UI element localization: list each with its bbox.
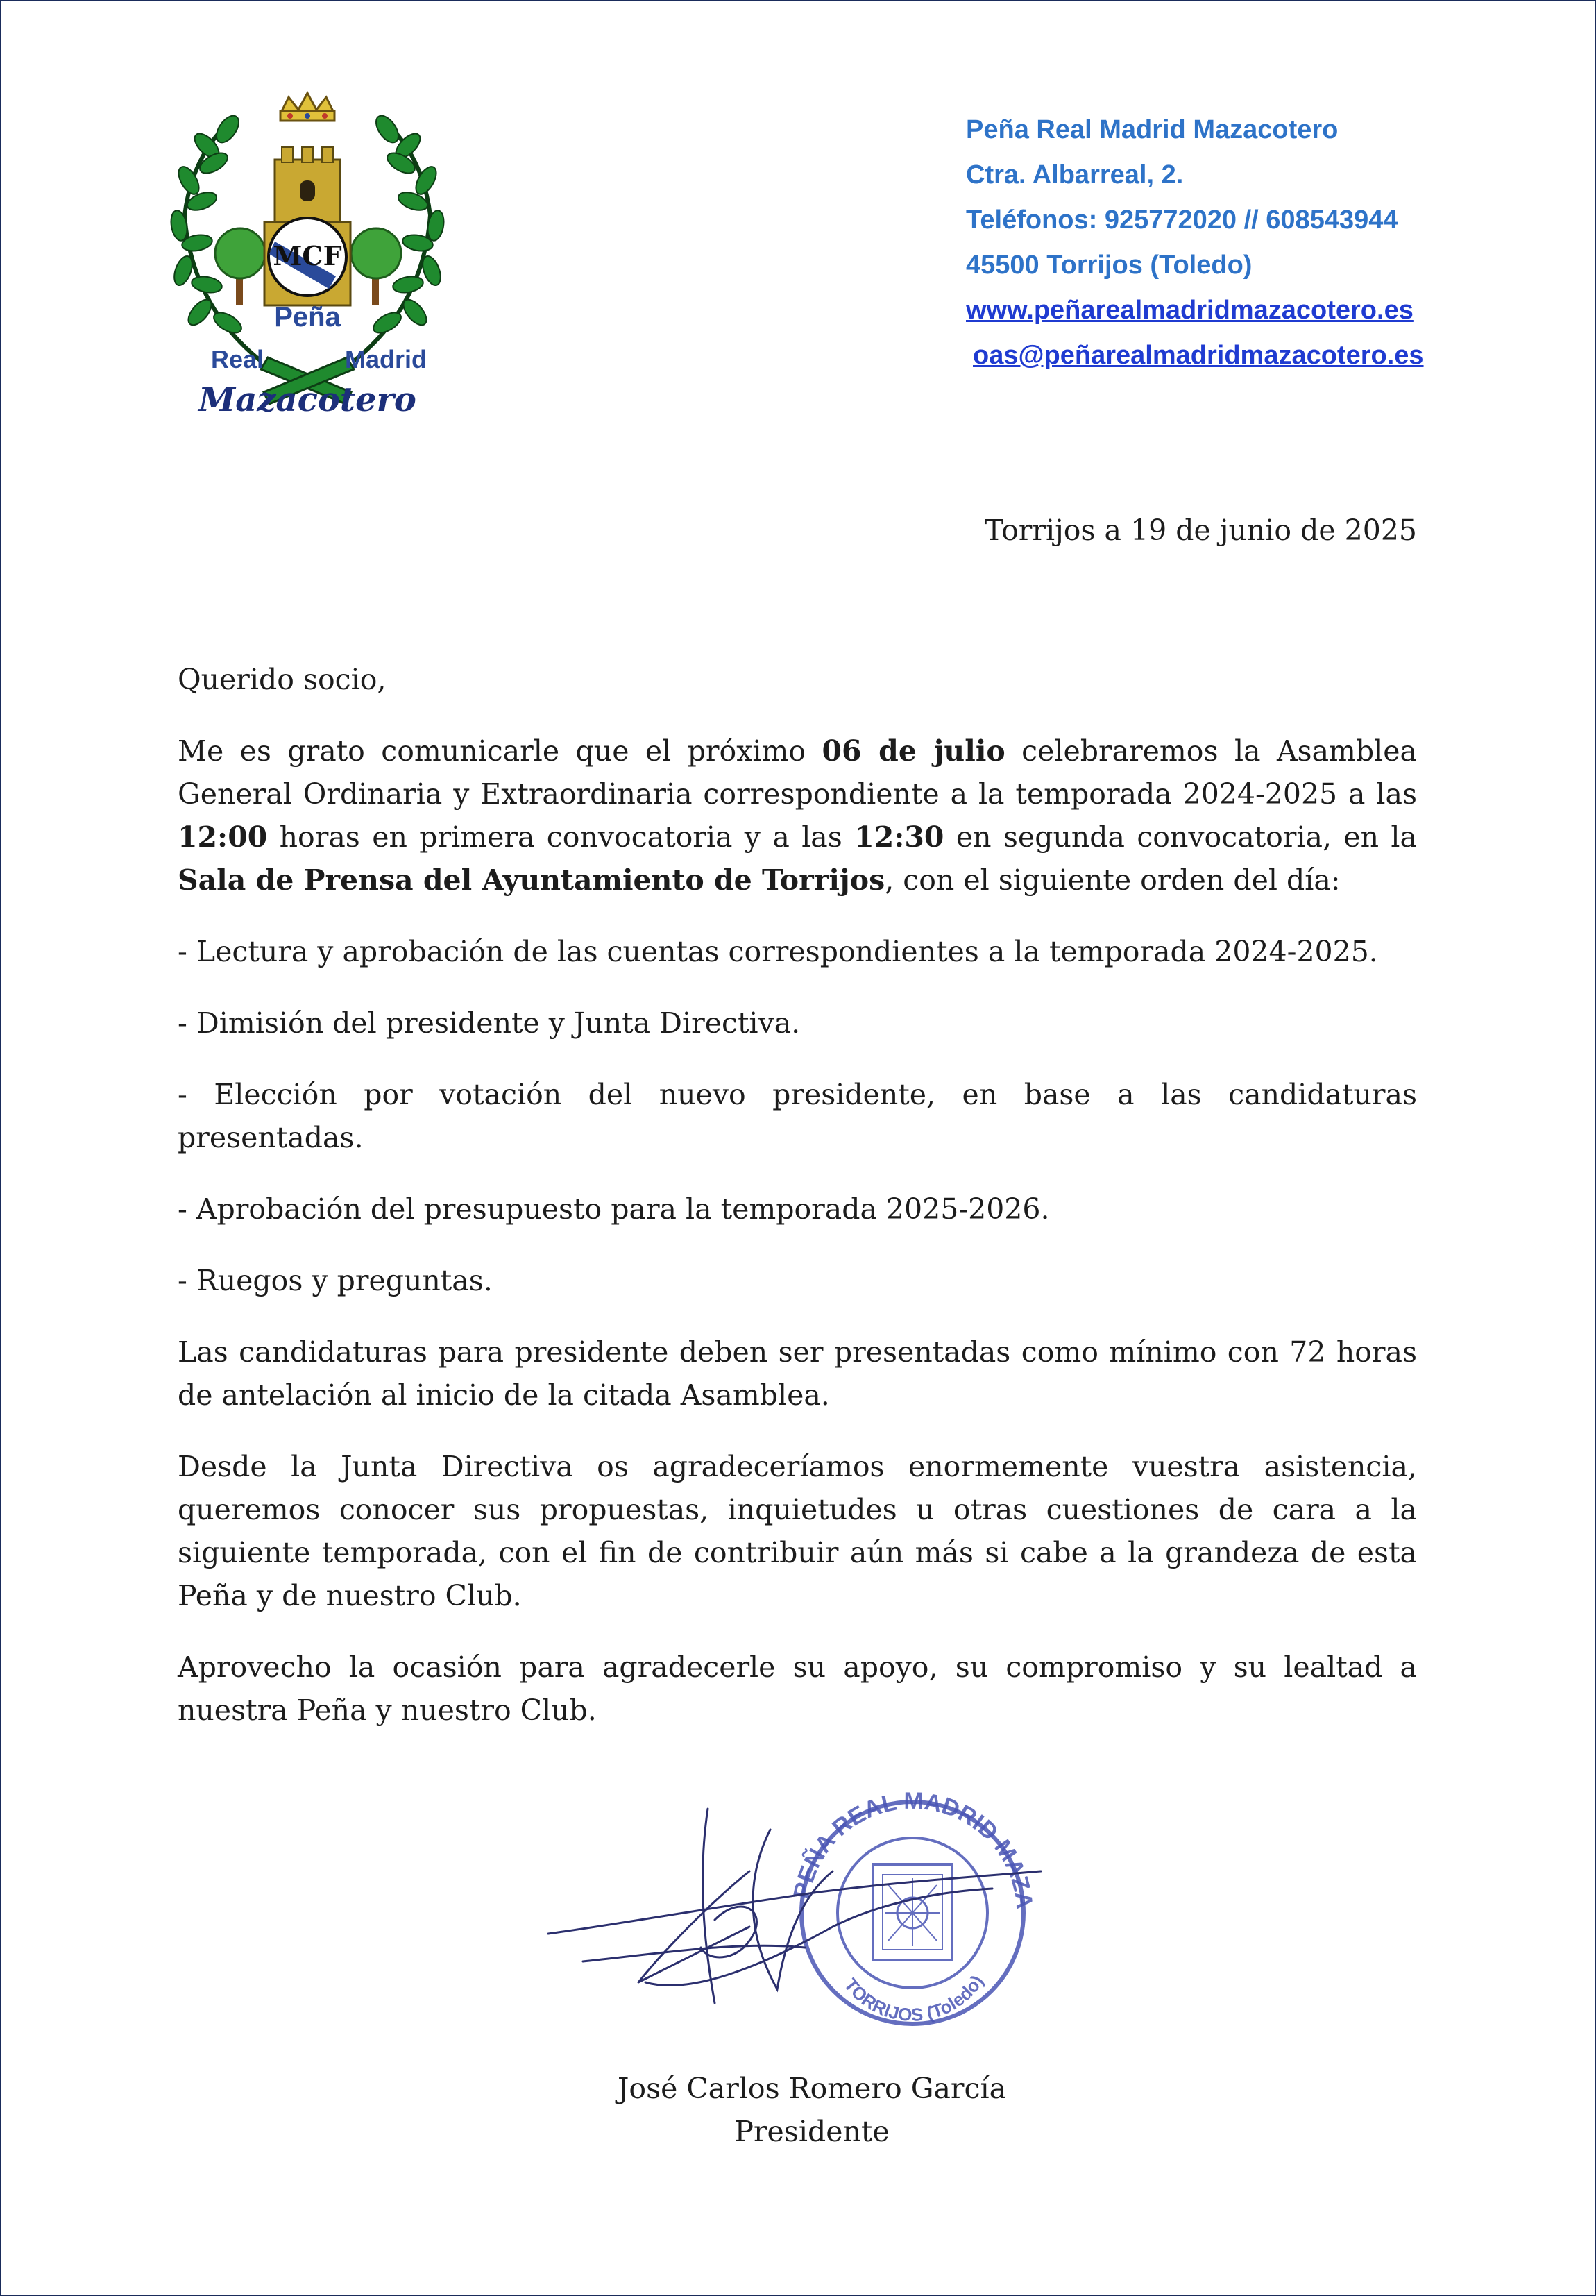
thanks-paragraph: Desde la Junta Directiva os agradeceríamos enormemente vuestra asistencia, queremos conocer sus propuestas, inquietudes u otras cuestiones de cara a la siguiente temporada, con el fin de contribuir aún más si cabe a la grandeza de esta Peña y de nuestro Club. bbox=[178, 1450, 1417, 1612]
intro-text-5: , con el siguiente orden del día: bbox=[885, 863, 1341, 897]
agenda-item: - Elección por votación del nuevo presidente, en base a las candidaturas presentadas. bbox=[178, 1078, 1417, 1154]
tree-right-icon bbox=[351, 228, 401, 305]
email-link[interactable]: oas@peñarealmadridmazacotero.es bbox=[973, 341, 1424, 370]
meeting-venue: Sala de Prensa del Ayuntamiento de Torrijos bbox=[178, 863, 885, 897]
second-call-time: 12:30 bbox=[854, 820, 944, 854]
logo-line-madrid: Madrid bbox=[344, 345, 427, 373]
club-logo bbox=[164, 83, 451, 430]
candidacy-note: Las candidaturas para presidente deben ser presentadas como mínimo con 72 horas de antelación al inicio de la citada Asamblea. bbox=[178, 1335, 1417, 1412]
club-crest-icon bbox=[164, 83, 451, 430]
handwritten-signature-icon bbox=[548, 1809, 1041, 2003]
meeting-date: 06 de julio bbox=[822, 734, 1005, 768]
stamp-bottom-text: TORRIJOS (Toledo) bbox=[840, 1971, 988, 2026]
tree-left-icon bbox=[215, 228, 265, 305]
agenda-item: - Aprobación del presupuesto para la temporada 2025-2026. bbox=[178, 1192, 1050, 1226]
signatory-title: Presidente bbox=[734, 2115, 890, 2148]
website-link[interactable]: www.peñarealmadridmazacotero.es bbox=[966, 296, 1414, 325]
stamp-ring-text: PEÑA REAL MADRID MAZA bbox=[788, 1788, 1038, 1911]
intro-text-1: Me es grato comunicarle que el próximo bbox=[178, 734, 822, 768]
svg-text:MCF: MCF bbox=[273, 240, 342, 271]
intro-text-3: horas en primera convocatoria y a las bbox=[267, 820, 855, 854]
agenda-item: - Lectura y aprobación de las cuentas correspondientes a la temporada 2024-2025. bbox=[178, 935, 1378, 968]
letter-body bbox=[178, 658, 1417, 1760]
org-phones: Teléfonos: 925772020 // 608543944 bbox=[966, 205, 1398, 235]
real-madrid-emblem-icon bbox=[269, 218, 346, 296]
agenda-item: - Ruegos y preguntas. bbox=[178, 1264, 493, 1297]
closing-paragraph: Aprovecho la ocasión para agradecerle su apoyo, su compromiso y su lealtad a nuestra Peña y nuestro Club. bbox=[178, 1651, 1417, 1727]
first-call-time: 12:00 bbox=[178, 820, 268, 854]
signatory-name: José Carlos Romero García bbox=[617, 2072, 1007, 2105]
org-city: 45500 Torrijos (Toledo) bbox=[966, 251, 1253, 280]
crown-icon bbox=[280, 93, 334, 121]
org-address: Ctra. Albarreal, 2. bbox=[966, 160, 1184, 189]
intro-text-4: en segunda convocatoria, en la bbox=[944, 820, 1417, 854]
letter-date: Torrijos a 19 de junio de 2025 bbox=[984, 514, 1417, 547]
logo-line-real: Real bbox=[210, 345, 264, 373]
club-stamp-icon bbox=[541, 1788, 1055, 2038]
logo-line-mazacotero: Mazacotero bbox=[198, 380, 416, 419]
letterhead-info bbox=[966, 108, 1507, 378]
logo-line-pena: Peña bbox=[274, 302, 341, 332]
intro-paragraph bbox=[178, 729, 1417, 902]
org-name: Peña Real Madrid Mazacotero bbox=[966, 115, 1339, 144]
greeting: Querido socio, bbox=[178, 663, 387, 696]
intro-text-2: celebraremos la Asamblea General Ordinaria y Extraordinaria correspondiente a la temporada 2024-2025 a las bbox=[178, 734, 1417, 811]
signature-block bbox=[583, 2067, 1041, 2153]
stamp-and-signature bbox=[541, 1788, 1055, 2038]
agenda-item: - Dimisión del presidente y Junta Directiva. bbox=[178, 1006, 801, 1040]
